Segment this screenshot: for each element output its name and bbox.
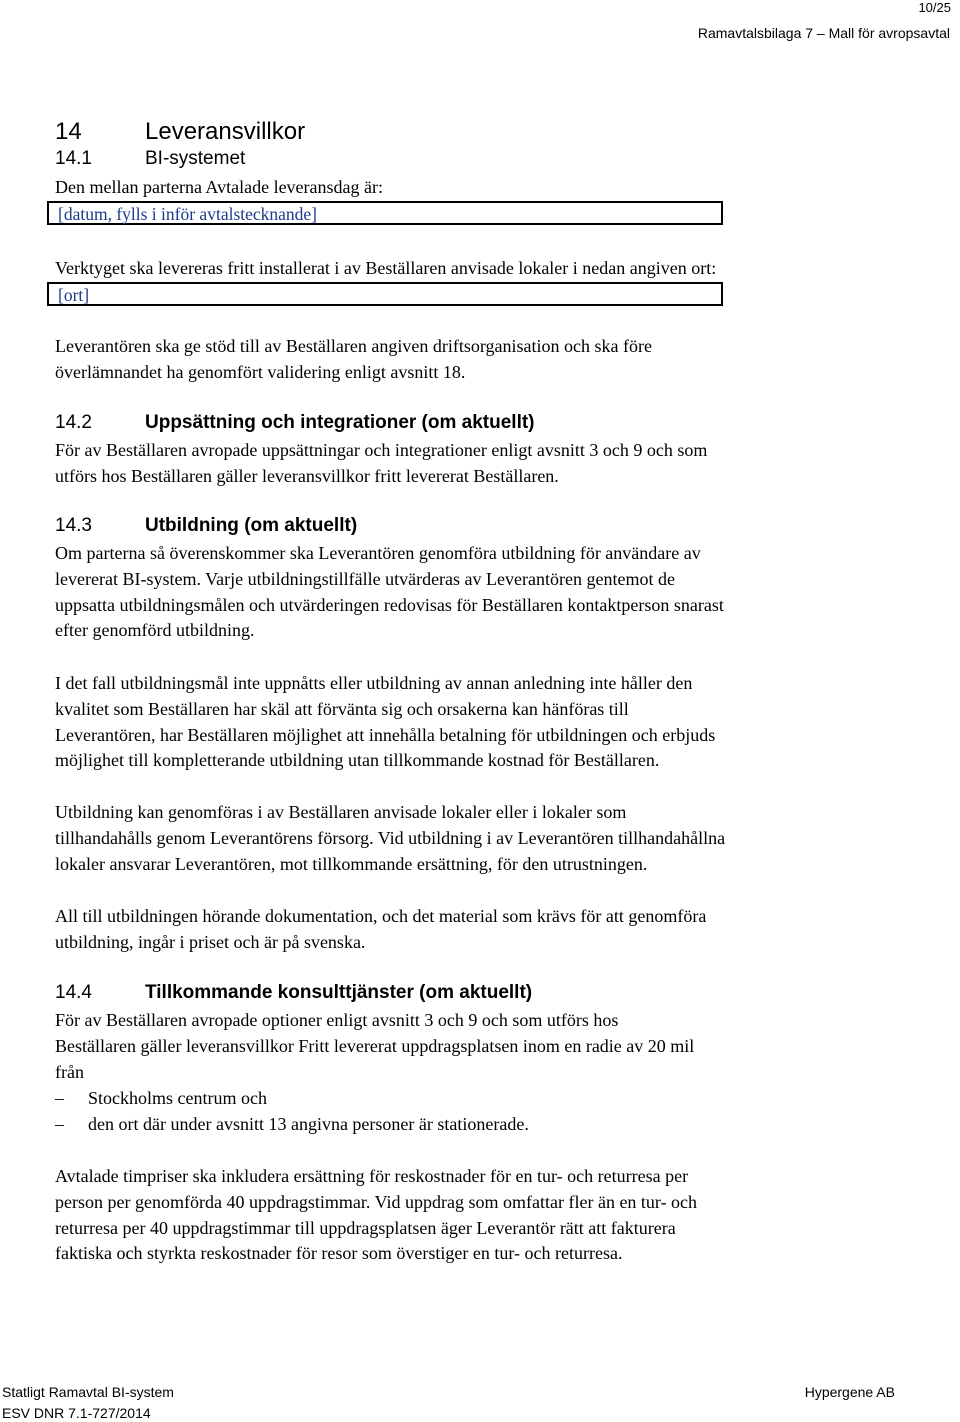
section-title: Leveransvillkor [145,118,306,145]
text-line: Leverantören ska ge stöd till av Beställaren angiven driftsorganisation och ska före [55,336,652,356]
text-line: Leverantören, har Beställaren möjlighet att innehålla betalning för utbildningen och erbjuds [55,724,716,745]
place-placeholder: [ort] [58,285,90,305]
text-line: För av Beställaren avropade optioner enligt avsnitt 3 och 9 och som utförs hos [55,1010,619,1030]
tool-delivery-text: Verktyget ska levereras fritt installerat i av Beställaren anvisade lokaler i nedan angiven ort: [55,258,717,278]
subsection-heading-14-4 [55,982,532,1004]
text-line: faktiska och styrkta reskostnader för resor som överstiger en tur- och returresa. [55,1243,623,1264]
text-line: från [55,1061,84,1082]
text-line: All till utbildningen hörande dokumentation, och det material som krävs för att genomföra [55,906,707,926]
list-item-text: den ort där under avsnitt 13 angivna personer är stationerade. [88,1114,529,1134]
list-item [55,1111,529,1137]
running-header: Ramavtalsbilaga 7 – Mall för avropsavtal [697,25,950,41]
text-line: returresa per 40 uppdragstimmar till uppdragsplatsen äger Leverantör rätt att fakturera [55,1217,676,1238]
subsection-title: Tillkommande konsulttjänster (om aktuellt) [145,982,533,1003]
text-line: För av Beställaren avropade uppsättningar och integrationer enligt avsnitt 3 och 9 och som [55,440,708,460]
text-line: tillhandahålls genom Leverantörens försorg. Vid utbildning i av Leverantören tillhandahållna [55,827,726,848]
consulting-paragraph-1 [55,1008,855,1085]
bullet-list [55,1085,529,1137]
footer-company: Hypergene AB [804,1384,895,1400]
subsection-number: 14.4 [55,982,92,1003]
training-paragraph-3 [55,800,855,877]
section-heading-14 [55,118,305,146]
subsection-number: 14.3 [55,515,92,536]
text-line: levererat BI-system. Varje utbildningstillfälle utvärderas av Leverantören gentemot de [55,568,675,589]
place-field[interactable] [47,282,723,306]
delivery-date-intro: Den mellan parterna Avtalade leveransdag är: [55,177,384,197]
text-line: utbildning, ingår i priset och är på svenska. [55,931,366,952]
text-line: Om parterna så överenskommer ska Leverantören genomföra utbildning för användare av [55,543,701,563]
text-line: Utbildning kan genomföras i av Beställaren anvisade lokaler eller i lokaler som [55,802,627,822]
subsection-heading-14-3 [55,515,357,537]
subsection-heading-14-1 [55,148,245,170]
text-line: uppsatta utbildningsmålen och utvärderingen redovisas för Beställaren kontaktperson snarast [55,594,724,615]
text-line: person per genomförda 40 uppdragstimmar. Vid uppdrag som omfattar fler än en tur- och [55,1191,698,1212]
subsection-heading-14-2 [55,412,535,434]
dash-bullet-icon: – [55,1088,64,1108]
support-paragraph [55,334,855,386]
page-number: 10/25 [918,0,951,15]
text-line: kvalitet som Beställaren har skäl att förvänta sig och orsakerna kan hänföras till [55,698,629,719]
setup-paragraph [55,438,855,490]
delivery-date-placeholder: [datum, fylls i inför avtalstecknande] [58,204,318,224]
subsection-number: 14.2 [55,412,92,433]
text-line: lokaler ansvarar Leverantören, mot tillkommande ersättning, för den utrustningen. [55,853,648,874]
text-line: I det fall utbildningsmål inte uppnåtts eller utbildning av annan anledning inte håller den [55,673,693,693]
training-paragraph-1 [55,541,855,644]
footer-agreement-name: Statligt Ramavtal BI-system [2,1384,174,1400]
text-line: utförs hos Beställaren gäller leveransvillkor fritt levererat Beställaren. [55,465,559,486]
text-line: efter genomförd utbildning. [55,620,255,641]
training-paragraph-4 [55,904,855,956]
section-number: 14 [55,118,82,145]
training-paragraph-2 [55,671,855,774]
subsection-title: Uppsättning och integrationer (om aktuellt) [145,412,535,433]
delivery-date-field[interactable] [47,201,723,225]
text-line: överlämnandet ha genomfört validering enligt avsnitt 18. [55,361,466,382]
list-item [55,1085,529,1111]
footer-reference-number: ESV DNR 7.1-727/2014 [2,1405,151,1421]
list-item-text: Stockholms centrum och [88,1088,267,1108]
subsection-title: Utbildning (om aktuellt) [145,515,358,536]
consulting-paragraph-2 [55,1164,855,1267]
text-line: möjlighet till kompletterande utbildning utan tillkommande kostnad för Beställaren. [55,750,660,771]
subsection-title: BI-systemet [145,148,246,169]
subsection-number: 14.1 [55,148,92,169]
dash-bullet-icon: – [55,1114,64,1134]
text-line: Beställaren gäller leveransvillkor Fritt levererat uppdragsplatsen inom en radie av 20 mil [55,1035,695,1056]
text-line: Avtalade timpriser ska inkludera ersättning för reskostnader för en tur- och returresa per [55,1166,689,1186]
